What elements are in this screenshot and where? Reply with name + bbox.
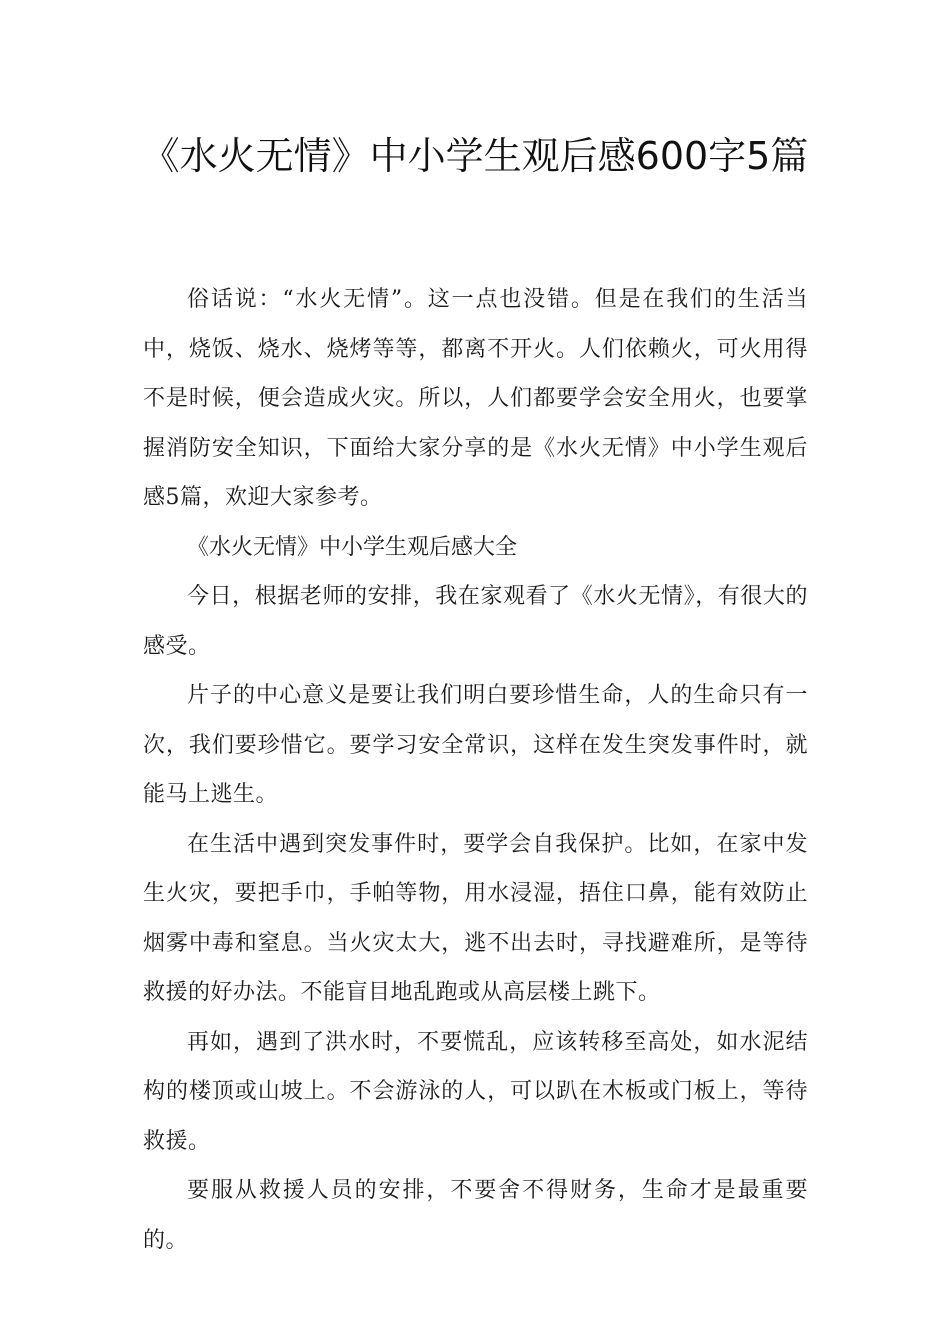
document-title: 《水火无情》中小学生观后感600字5篇 xyxy=(141,134,809,178)
paragraph: 片子的中心意义是要让我们明白要珍惜生命，人的生命只有一次，我们要珍惜它。要学习安全常识，这样在发生突发事件时，就能马上逃生。 xyxy=(143,683,808,807)
section-heading: 《水火无情》中小学生观后感大全 xyxy=(187,534,518,560)
paragraph: 再如，遇到了洪水时，不要慌乱，应该转移至高处，如水泥结构的楼顶或山坡上。不会游泳的人，可以趴在木板或门板上，等待救援。 xyxy=(143,1029,808,1154)
paragraph: 在生活中遇到突发事件时，要学会自我保护。比如，在家中发生火灾，要把手巾，手帕等物，用水浸湿，捂住口鼻，能有效防止烟雾中毒和窒息。当火灾太大，逃不出去时，寻找避难所，是等待救援的好办法。不能盲目地乱跑或从高层楼上跳下。 xyxy=(143,831,808,1005)
paragraph: 今日，根据老师的安排，我在家观看了《水火无情》，有很大的感受。 xyxy=(143,584,808,659)
paragraph: 要服从救援人员的安排，不要舍不得财务，生命才是最重要的。 xyxy=(143,1178,808,1253)
document-body xyxy=(143,275,808,1265)
paragraph-intro: 俗话说：“水火无情”。这一点也没错。但是在我们的生活当中，烧饭、烧水、烧烤等等，都离不开火。人们依赖火，可火用得不是时候，便会造成火灾。所以，人们都要学会安全用火，也要掌握消防安全知识，下面给大家分享的是《水火无情》中小学生观后感5篇，欢迎大家参考。 xyxy=(143,287,808,510)
